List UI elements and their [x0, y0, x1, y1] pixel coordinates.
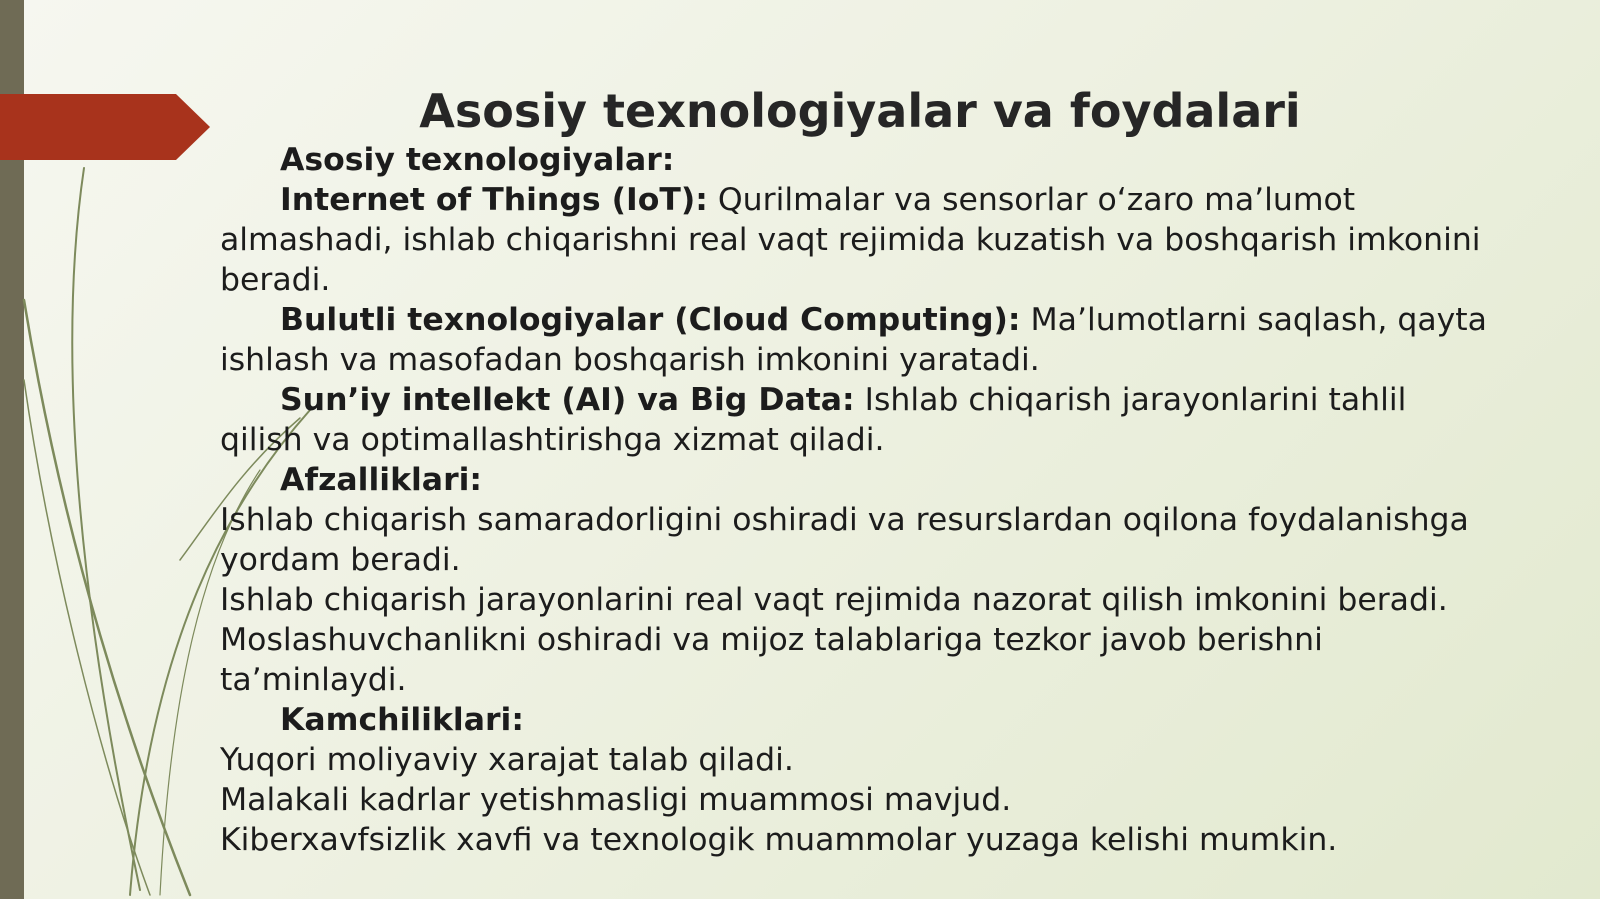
disadvantage-item: Yuqori moliyaviy xarajat talab qiladi.	[220, 742, 794, 778]
advantage-item: Moslashuvchanlikni oshiradi va mijoz talablariga tezkor javob berishni taʼminlaydi.	[220, 622, 1323, 698]
advantage-item: Ishlab chiqarish jarayonlarini real vaqt rejimida nazorat qilish imkonini beradi.	[220, 582, 1448, 618]
tech-item-text: Qurilmalar va sensorlar oʻzaro maʼlumot almashadi, ishlab chiqarishni real vaqt rejimida kuzatish va boshqarish imkonini beradi.	[220, 182, 1481, 298]
title-arrow-banner	[0, 94, 210, 160]
disadvantages-heading: Kamchiliklari:	[280, 702, 524, 738]
tech-item-text: Maʼlumotlarni saqlash, qayta ishlash va masofadan boshqarish imkonini yaratadi.	[220, 302, 1487, 378]
tech-item-label: Sunʼiy intellekt (AI) va Big Data:	[280, 382, 855, 418]
tech-item-text: Ishlab chiqarish jarayonlarini tahlil qilish va optimallashtirishga xizmat qiladi.	[220, 382, 1407, 458]
tech-item-cloud	[220, 300, 1490, 380]
advantages-heading: Afzalliklari:	[280, 462, 482, 498]
slide-title: Asosiy texnologiyalar va foydalari	[419, 84, 1301, 138]
tech-item-ai	[220, 380, 1490, 460]
tech-item-label: Internet of Things (IoT):	[280, 182, 708, 218]
tech-item-iot	[220, 180, 1490, 300]
disadvantage-item: Kiberxavfsizlik xavfi va texnologik muammolar yuzaga kelishi mumkin.	[220, 822, 1338, 858]
tech-heading: Asosiy texnologiyalar:	[280, 142, 675, 178]
advantage-item: Ishlab chiqarish samaradorligini oshiradi va resurslardan oqilona foydalanishga yordam beradi.	[220, 502, 1469, 578]
tech-item-label: Bulutli texnologiyalar (Cloud Computing):	[280, 302, 1021, 338]
disadvantage-item: Malakali kadrlar yetishmasligi muammosi mavjud.	[220, 782, 1012, 818]
slide-body	[220, 140, 1490, 860]
